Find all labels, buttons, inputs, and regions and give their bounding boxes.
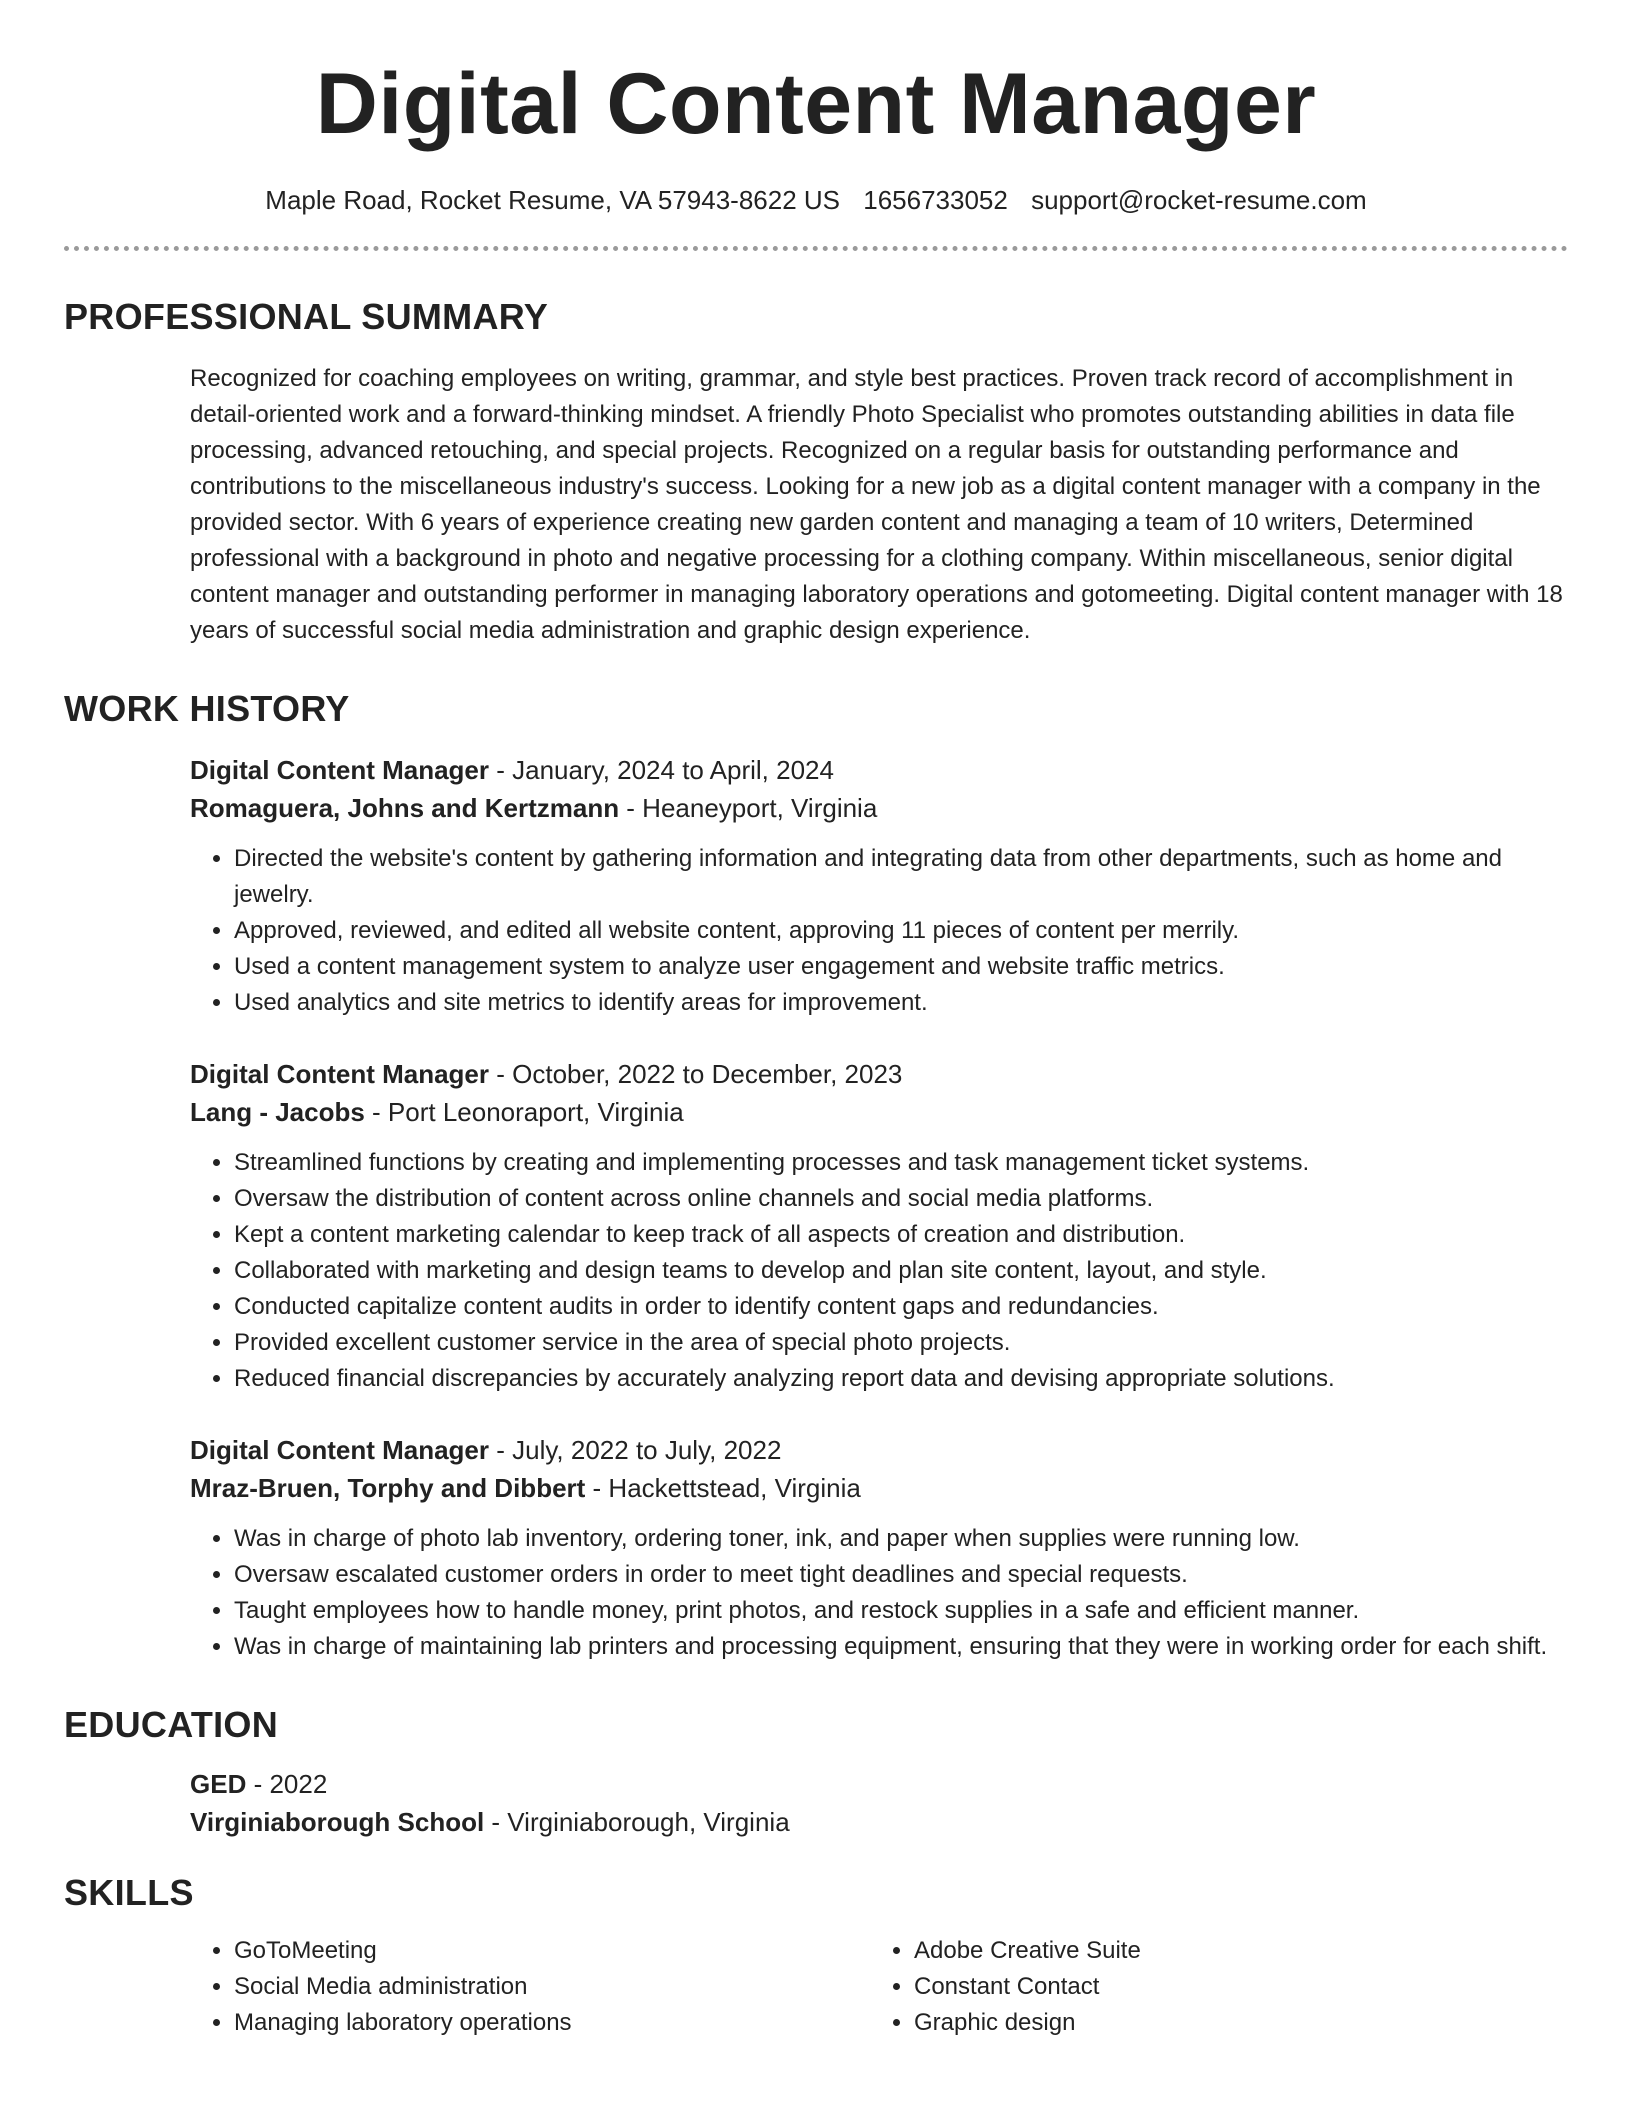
job-bullet: • Streamlined functions by creating and implementing processes and task management ticket systems. [234, 1145, 1568, 1181]
skill-item: • Constant Contact [914, 1969, 1550, 2005]
section-title-work-history: WORK HISTORY [64, 688, 350, 729]
job-dates: - July, 2022 to July, 2022 [489, 1435, 782, 1465]
job-bullet: • Approved, reviewed, and edited all website content, approving 11 pieces of content per merrily. [234, 913, 1568, 949]
job-company-line [190, 1093, 1568, 1131]
job-location: - Port Leonoraport, Virginia [364, 1097, 684, 1127]
summary-body [64, 361, 1568, 649]
header-divider [64, 246, 1568, 251]
summary-section [64, 295, 1568, 649]
contact-line [64, 182, 1568, 218]
job-location: - Heaneyport, Virginia [619, 793, 878, 823]
job-bullet: • Used analytics and site metrics to identify areas for improvement. [234, 985, 1568, 1021]
job-entry [190, 1055, 1568, 1397]
education-section [64, 1703, 1568, 1841]
job-bullet: • Used a content management system to analyze user engagement and website traffic metrics. [234, 949, 1568, 985]
job-bullets [190, 1145, 1568, 1397]
education-school: Virginiaborough School [190, 1807, 485, 1837]
education-location: - Virginiaborough, Virginia [484, 1807, 790, 1837]
job-bullet: • Oversaw the distribution of content across online channels and social media platforms. [234, 1181, 1568, 1217]
education-body [64, 1765, 1568, 1841]
job-bullets [190, 1521, 1568, 1665]
job-company: Mraz-Bruen, Torphy and Dibbert [190, 1473, 586, 1503]
education-degree-line [190, 1765, 1568, 1803]
job-company-line [190, 789, 1568, 827]
education-degree: GED [190, 1769, 247, 1799]
job-entry [190, 751, 1568, 1021]
skills-section [64, 1871, 1568, 2041]
job-bullet: • Reduced financial discrepancies by accurately analyzing report data and devising appropriate solutions. [234, 1361, 1568, 1397]
section-title-summary: PROFESSIONAL SUMMARY [64, 296, 549, 337]
job-company: Romaguera, Johns and Kertzmann [190, 793, 620, 823]
job-company-line [190, 1469, 1568, 1507]
education-year: - 2022 [246, 1769, 328, 1799]
skills-list-right [870, 1933, 1550, 2041]
skills-column-left [190, 1933, 870, 2041]
job-bullet: • Provided excellent customer service in the area of special photo projects. [234, 1325, 1568, 1361]
job-bullet: • Conducted capitalize content audits in order to identify content gaps and redundancies. [234, 1289, 1568, 1325]
job-bullet: • Collaborated with marketing and design teams to develop and plan site content, layout, and style. [234, 1253, 1568, 1289]
summary-text: Recognized for coaching employees on writing, grammar, and style best practices. Proven track record of accomplishment in detail-oriented work and a forward-thinking mindset. A friendly Photo Specialist who promotes outstanding abilities in data file processing, advanced retouching, and special projects. Recognized on a regular basis for outstanding performance and contributions to the miscellaneous industry's success. Looking for a new job as a digital content manager with a company in the provided sector. With 6 years of experience creating new garden content and managing a team of 10 writers, Determined professional with a background in photo and negative processing for a clothing company. Within miscellaneous, senior digital content manager and outstanding performer in managing laboratory operations and gotomeeting. Digital content manager with 18 years of successful social media administration and graphic design experience. [190, 365, 1563, 644]
skill-item: • Adobe Creative Suite [914, 1933, 1550, 1969]
job-bullet: • Oversaw escalated customer orders in order to meet tight deadlines and special requests. [234, 1557, 1568, 1593]
skill-item: • Graphic design [914, 2005, 1550, 2041]
job-bullet: • Directed the website's content by gathering information and integrating data from other departments, such as home and jewelry. [234, 841, 1568, 913]
resume-name: Digital Content Manager [315, 56, 1317, 152]
skills-grid [64, 1933, 1568, 2041]
contact-email: support@rocket-resume.com [1031, 185, 1367, 215]
skill-item: • GoToMeeting [234, 1933, 870, 1969]
contact-address: Maple Road, Rocket Resume, VA 57943-8622 US [265, 185, 841, 215]
job-bullets [190, 841, 1568, 1021]
section-title-skills: SKILLS [64, 1872, 194, 1913]
job-title-line [190, 751, 1568, 789]
job-bullet: • Kept a content marketing calendar to keep track of all aspects of creation and distribution. [234, 1217, 1568, 1253]
job-bullet: • Was in charge of maintaining lab printers and processing equipment, ensuring that they were in working order for each shift. [234, 1629, 1568, 1665]
job-location: - Hackettstead, Virginia [585, 1473, 861, 1503]
job-bullet: • Taught employees how to handle money, print photos, and restock supplies in a safe and efficient manner. [234, 1593, 1568, 1629]
job-role: Digital Content Manager [190, 1059, 490, 1089]
job-company: Lang - Jacobs [190, 1097, 365, 1127]
skills-column-right [870, 1933, 1550, 2041]
work-history-section [64, 687, 1568, 1665]
contact-phone: 1656733052 [863, 185, 1008, 215]
job-title-line [190, 1431, 1568, 1469]
skill-item: • Managing laboratory operations [234, 2005, 870, 2041]
skills-list-left [190, 1933, 870, 2041]
job-entry [190, 1431, 1568, 1665]
skill-item: • Social Media administration [234, 1969, 870, 2005]
job-title-line [190, 1055, 1568, 1093]
education-school-line [190, 1803, 1568, 1841]
job-dates: - January, 2024 to April, 2024 [489, 755, 834, 785]
job-role: Digital Content Manager [190, 1435, 490, 1465]
job-role: Digital Content Manager [190, 755, 490, 785]
job-dates: - October, 2022 to December, 2023 [489, 1059, 903, 1089]
job-bullet: • Was in charge of photo lab inventory, ordering toner, ink, and paper when supplies were running low. [234, 1521, 1568, 1557]
section-title-education: EDUCATION [64, 1704, 279, 1745]
work-history-body [64, 751, 1568, 1665]
